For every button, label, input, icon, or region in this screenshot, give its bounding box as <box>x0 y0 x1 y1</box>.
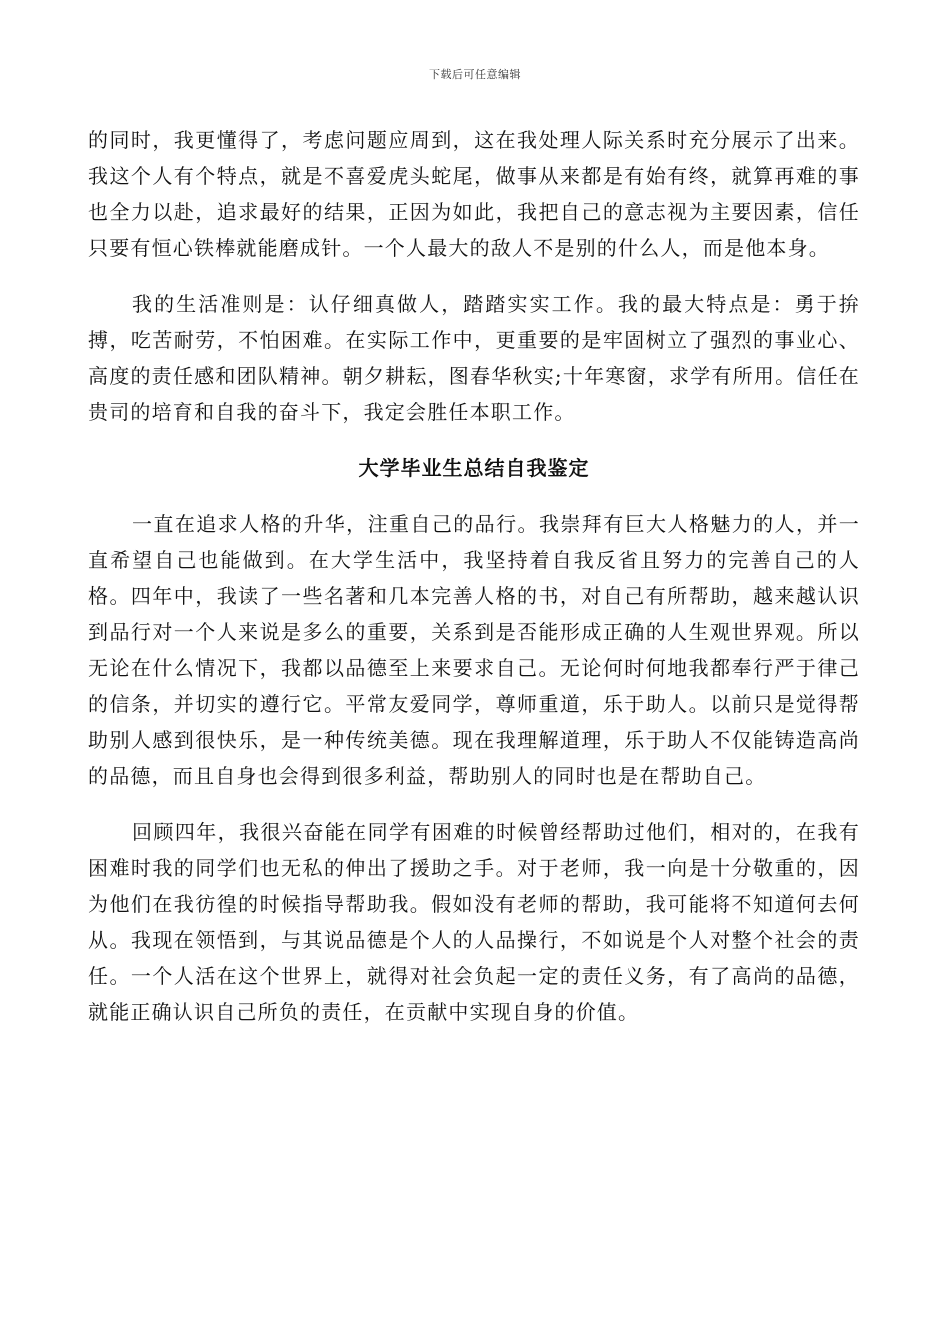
paragraph-character: 一直在追求人格的升华，注重自己的品行。我崇拜有巨大人格魅力的人，并一直希望自己也能做到。在大学生活中，我坚持着自我反省且努力的完善自己的人格。四年中，我读了一些名著和几本完善人格的书，对自己有所帮助，越来越认识到品行对一个人来说是多么的重要，关系到是否能形成正确的人生观世界观。所以无论在什么情况下，我都以品德至上来要求自己。无论何时何地我都奉行严于律己的信条，并切实的遵行它。平常友爱同学，尊师重道，乐于助人。以前只是觉得帮助别人感到很快乐，是一种传统美德。现在我理解道理，乐于助人不仅能铸造高尚的品德，而且自身也会得到很多利益，帮助别人的同时也是在帮助自己。 <box>88 512 860 788</box>
page-header-note: 下载后可任意编辑 <box>429 68 521 81</box>
paragraph-life-principles: 我的生活准则是：认仔细真做人，踏踏实实工作。我的最大特点是：勇于拚搏，吃苦耐劳，不怕困难。在实际工作中，更重要的是牢固树立了强烈的事业心、高度的责任感和团队精神。朝夕耕耘，图春华秋实;十年寒窗，求学有所用。信任在贵司的培育和自我的奋斗下，我定会胜任本职工作。 <box>88 292 860 424</box>
paragraph-continuation: 的同时，我更懂得了，考虑问题应周到，这在我处理人际关系时充分展示了出来。我这个人有个特点，就是不喜爱虎头蛇尾，做事从来都是有始有终，就算再难的事也全力以赴，追求最好的结果，正因为如此，我把自己的意志视为主要因素，信任只要有恒心铁棒就能磨成针。一个人最大的敌人不是别的什么人，而是他本身。 <box>88 128 860 260</box>
document-body <box>88 122 860 1030</box>
paragraph-review: 回顾四年，我很兴奋能在同学有困难的时候曾经帮助过他们，相对的，在我有困难时我的同学们也无私的伸出了援助之手。对于老师，我一向是十分敬重的，因为他们在我彷徨的时候指导帮助我。假如没有老师的帮助，我可能将不知道何去何从。我现在领悟到，与其说品德是个人的人品操行，不如说是个人对整个社会的责任。一个人活在这个世界上，就得对社会负起一定的责任义务，有了高尚的品德，就能正确认识自己所负的责任，在贡献中实现自身的价值。 <box>88 820 860 1024</box>
section-title: 大学毕业生总结自我鉴定 <box>358 456 590 480</box>
